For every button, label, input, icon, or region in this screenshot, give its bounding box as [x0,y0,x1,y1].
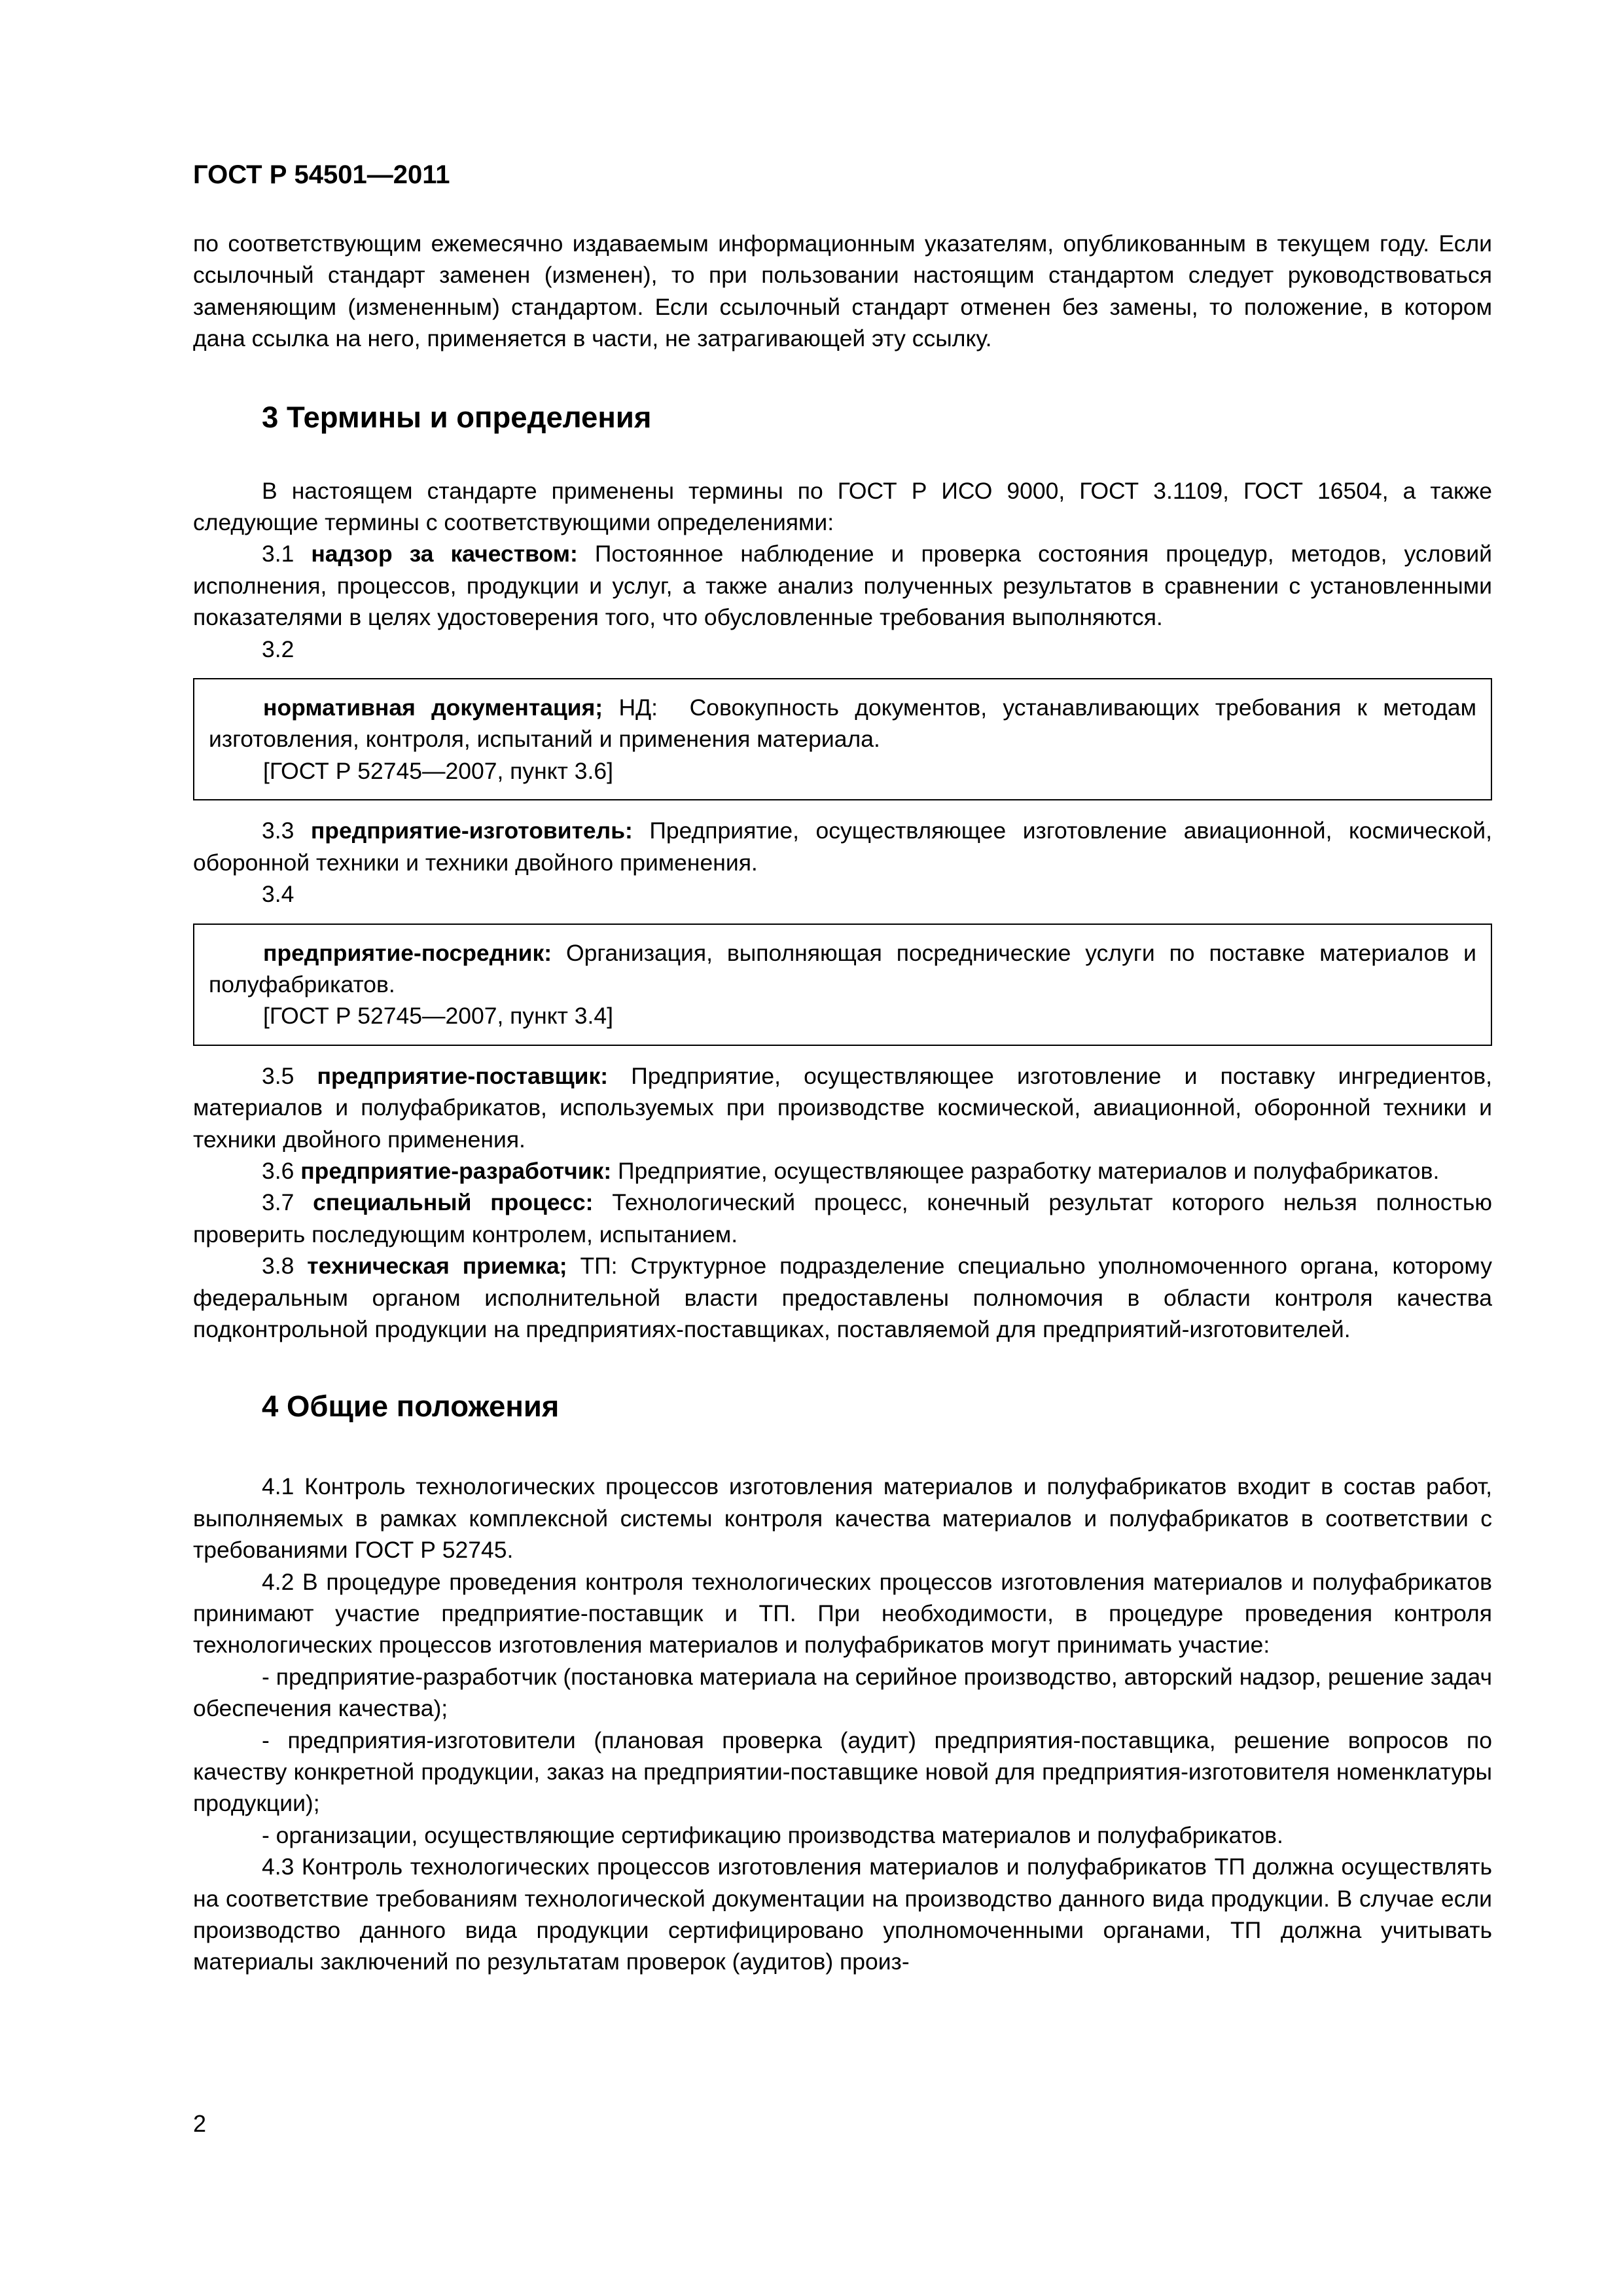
term-definition: Предприятие, осуществляющее изготовление авиационной, космической, оборонной техники и техники двойного применения. [193,817,1492,876]
term-number: 3.6 [262,1157,294,1184]
term-name: нормативная документация; [263,694,603,721]
term-3-2-number: 3.2 [262,636,294,662]
term-abbreviation: ТП: [580,1253,618,1280]
term-3-4-number: 3.4 [262,881,294,908]
term-3-7 [193,1187,1492,1250]
term-3-8 [193,1250,1492,1345]
term-abbreviation: НД: [618,694,658,721]
term-definition: Предприятие, осуществляющее разработку материалов и полуфабрикатов. [618,1157,1440,1184]
list-item: - предприятие-разработчик (постановка материала на серийное производство, авторский надзор, решение задач обеспечения качества); [193,1663,1492,1722]
term-number: 3.8 [262,1253,294,1280]
term-3-2 [209,692,1476,755]
term-3-6 [193,1155,1492,1187]
section-3-heading: 3 Термины и определения [262,400,652,434]
page-number: 2 [193,2110,207,2137]
section-4-heading: 4 Общие положения [262,1390,560,1424]
intro-paragraph: по соответствующим ежемесячно издаваемым информационным указателям, опубликованным в текущем году. Если ссылочный стандарт заменен (изменен), то при пользовании настоящим стандартом следует руководствоваться заменяющим (измененным) стандартом. Если ссылочный стандарт отменен без замены, то положение, в котором дана ссылка на него, применяется в части, не затрагивающей эту ссылку. [193,230,1492,352]
term-definition: Предприятие, осуществляющее изготовление и поставку ингредиентов, материалов и полуфабрикатов, используемых при производстве космической, авиационной, оборонной техники и техники двойного применения. [193,1062,1492,1153]
term-number: 3.3 [262,817,294,844]
term-name: надзор за качеством: [311,541,578,567]
term-definition: Постоянное наблюдение и проверка состояния процедур, методов, условий исполнения, процессов, продукции и услуг, а также анализ полученных результатов в сравнении с установленными показателями в целях удостоверения того, что обусловленные требования выполняются. [193,541,1492,631]
section-3-lead: В настоящем стандарте применены термины по ГОСТ Р ИСО 9000, ГОСТ 3.1109, ГОСТ 16504, а также следующие термины с соответствующими определениями: [193,477,1492,536]
term-number: 3.7 [262,1189,294,1216]
term-3-1 [193,538,1492,633]
term-3-2-box [193,678,1492,800]
list-item: - предприятия-изготовители (плановая проверка (аудит) предприятия-поставщика, решение вопросов по качеству конкретной продукции, заказ на предприятии-поставщике новой для предприятия-изготовителя номенклатуры продукции); [193,1727,1492,1817]
term-name: предприятие-поставщик: [317,1062,609,1089]
term-number: 3.5 [262,1062,294,1089]
term-definition: Структурное подразделение специально уполномоченного органа, которому федеральным органом исполнительной власти предоставлены полномочия в области контроля качества подконтрольной продукции на предприятиях-поставщиках, поставляемой для предприятий-изготовителей. [193,1253,1492,1342]
clause-4-1: 4.1 Контроль технологических процессов изготовления материалов и полуфабрикатов входит в состав работ, выполняемых в рамках комплексной системы контроля качества материалов и полуфабрикатов в соответствии с требованиями ГОСТ Р 52745. [193,1473,1492,1564]
term-number: 3.1 [262,541,294,567]
term-source: [ГОСТ Р 52745—2007, пункт 3.6] [263,757,614,784]
term-definition: Технологический процесс, конечный результат которого нельзя полностью проверить последующим контролем, испытанием. [193,1189,1492,1247]
term-3-3 [193,815,1492,878]
term-3-5 [193,1060,1492,1155]
term-name: предприятие-разработчик: [300,1157,612,1184]
term-name: предприятие-изготовитель: [310,817,633,844]
term-3-4 [209,937,1476,1001]
term-3-4-box [193,924,1492,1046]
term-name: предприятие-посредник: [263,939,552,966]
clause-4-3: 4.3 Контроль технологических процессов изготовления материалов и полуфабрикатов ТП должна осуществлять на соответствие требованиям технологической документации на производство данного вида продукции. В случае если производство данного вида продукции сертифицировано уполномоченными органами, ТП должна учитывать материалы заключений по результатам проверок (аудитов) произ- [193,1854,1492,1975]
clause-4-2: 4.2 В процедуре проведения контроля технологических процессов изготовления материалов и полуфабрикатов принимают участие предприятие-поставщик и ТП. При необходимости, в процедуре проведения контроля технологических процессов изготовления материалов и полуфабрикатов могут принимать участие: [193,1568,1492,1659]
term-definition: Организация, выполняющая посреднические услуги по поставке материалов и полуфабрикатов. [209,939,1476,997]
document-header: ГОСТ Р 54501—2011 [193,160,450,189]
term-name: техническая приемка; [307,1253,567,1280]
term-name: специальный процесс: [313,1189,594,1216]
term-source: [ГОСТ Р 52745—2007, пункт 3.4] [263,1003,614,1030]
document-page [193,160,1492,1978]
list-item: - организации, осуществляющие сертификацию производства материалов и полуфабрикатов. [262,1821,1283,1848]
term-definition: Совокупность документов, устанавливающих требования к методам изготовления, контроля, испытаний и применения материала. [209,694,1476,753]
